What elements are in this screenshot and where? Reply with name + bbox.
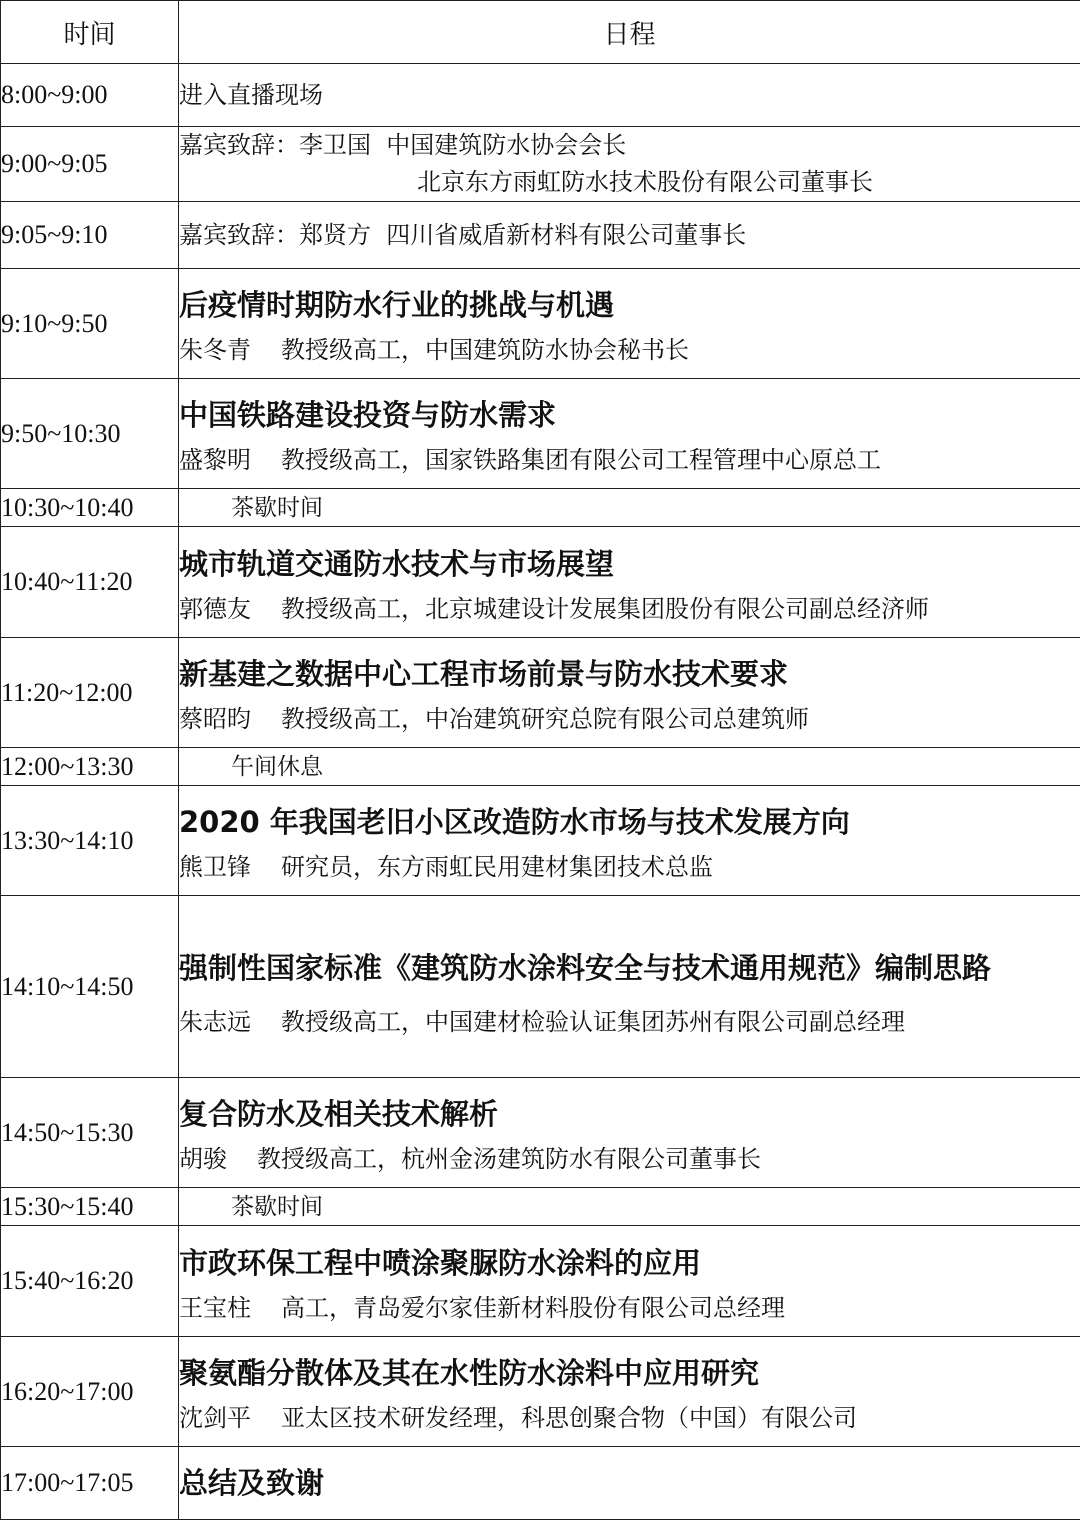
table-row <box>1 202 1080 269</box>
time-cell: 15:30~15:40 <box>1 1188 179 1226</box>
break-label: 茶歇时间 <box>231 494 323 521</box>
schedule-cell <box>179 1447 1080 1520</box>
speaker-line <box>179 849 1080 886</box>
speaker-role: 教授级高工，中国建筑防水协会秘书长 <box>281 336 689 364</box>
time-cell: 17:00~17:05 <box>1 1447 179 1520</box>
speaker-line <box>179 1141 1080 1178</box>
speaker-name: 蔡昭昀 <box>179 705 251 733</box>
time-cell: 14:50~15:30 <box>1 1078 179 1188</box>
table-row <box>1 127 1080 202</box>
table-row <box>1 269 1080 379</box>
break-label: 茶歇时间 <box>231 1193 323 1220</box>
schedule-cell <box>179 896 1080 1078</box>
table-row <box>1 1226 1080 1337</box>
schedule-cell <box>179 64 1080 127</box>
time-cell: 10:40~11:20 <box>1 527 179 638</box>
table-row <box>1 527 1080 638</box>
break-label: 午间休息 <box>231 753 323 780</box>
time-cell: 9:10~9:50 <box>1 269 179 379</box>
talk-title: 新基建之数据中心工程市场前景与防水技术要求 <box>179 657 789 691</box>
speaker-role: 亚太区技术研发经理，科思创聚合物（中国）有限公司 <box>281 1404 857 1432</box>
schedule-text: 进入直播现场 <box>179 80 323 109</box>
time-cell: 16:20~17:00 <box>1 1337 179 1447</box>
speaker-role: 教授级高工，中国建材检验认证集团苏州有限公司副总经理 <box>281 1008 905 1036</box>
speaker-line <box>179 701 1080 738</box>
time-cell: 13:30~14:10 <box>1 786 179 896</box>
table-row <box>1 64 1080 127</box>
schedule-cell <box>179 527 1080 638</box>
time-cell: 9:05~9:10 <box>1 202 179 269</box>
speaker-line <box>179 442 1080 479</box>
table-row <box>1 1447 1080 1520</box>
speaker-role: 教授级高工，北京城建设计发展集团股份有限公司副总经济师 <box>281 594 929 623</box>
schedule-cell <box>179 1078 1080 1188</box>
table-row <box>1 786 1080 896</box>
table-row <box>1 896 1080 1078</box>
speaker-line <box>179 591 1080 628</box>
table-row <box>1 379 1080 489</box>
speaker-role: 研究员，东方雨虹民用建材集团技术总监 <box>281 853 713 881</box>
speaker-line <box>179 332 1080 369</box>
speaker-name: 郭德友 <box>179 594 251 623</box>
time-cell: 11:20~12:00 <box>1 638 179 748</box>
speaker-name: 熊卫锋 <box>179 853 251 881</box>
time-cell: 9:50~10:30 <box>1 379 179 489</box>
table-row <box>1 489 1080 527</box>
speaker-role: 高工，青岛爱尔家佳新材料股份有限公司总经理 <box>281 1293 785 1322</box>
table-row <box>1 748 1080 786</box>
talk-title: 复合防水及相关技术解析 <box>179 1097 499 1131</box>
talk-title: 聚氨酯分散体及其在水性防水涂料中应用研究 <box>179 1356 760 1390</box>
speaker-name: 沈剑平 <box>179 1404 251 1432</box>
header-time: 时间 <box>1 1 179 64</box>
talk-title: 2020 年我国老旧小区改造防水市场与技术发展方向 <box>179 805 850 839</box>
time-cell: 8:00~9:00 <box>1 64 179 127</box>
speaker-role: 教授级高工，杭州金汤建筑防水有限公司董事长 <box>257 1145 761 1173</box>
header-schedule: 日程 <box>179 1 1080 64</box>
header-row <box>1 1 1080 64</box>
time-cell: 10:30~10:40 <box>1 489 179 527</box>
speaker-name: 盛黎明 <box>179 446 251 474</box>
speaker-line <box>179 1290 1080 1327</box>
time-cell: 15:40~16:20 <box>1 1226 179 1337</box>
table-row <box>1 1078 1080 1188</box>
schedule-cell <box>179 489 1080 527</box>
speaker-role: 教授级高工，中冶建筑研究总院有限公司总建筑师 <box>281 705 809 733</box>
time-cell: 12:00~13:30 <box>1 748 179 786</box>
schedule-text: 嘉宾致辞：郑贤方 四川省威盾新材料有限公司董事长 <box>179 220 747 249</box>
table-row <box>1 1337 1080 1447</box>
schedule-cell <box>179 1188 1080 1226</box>
table-row <box>1 638 1080 748</box>
schedule-cell <box>179 202 1080 269</box>
time-cell: 9:00~9:05 <box>1 127 179 202</box>
talk-title: 中国铁路建设投资与防水需求 <box>179 398 557 432</box>
speaker-name: 朱志远 <box>179 1008 251 1036</box>
schedule-cell <box>179 379 1080 489</box>
schedule-cell <box>179 786 1080 896</box>
talk-title: 城市轨道交通防水技术与市场展望 <box>179 546 615 581</box>
talk-title: 后疫情时期防水行业的挑战与机遇 <box>179 288 615 322</box>
speaker-line <box>179 1004 1080 1041</box>
schedule-cell <box>179 269 1080 379</box>
speaker-line <box>179 1400 1080 1437</box>
talk-title: 市政环保工程中喷涂聚脲防水涂料的应用 <box>179 1245 702 1280</box>
schedule-cell <box>179 1226 1080 1337</box>
schedule-cell <box>179 1337 1080 1447</box>
greeting-line-1: 嘉宾致辞：李卫国 中国建筑防水协会会长 <box>179 131 627 159</box>
schedule-cell <box>179 127 1080 202</box>
schedule-cell <box>179 748 1080 786</box>
time-cell: 14:10~14:50 <box>1 896 179 1078</box>
schedule-cell <box>179 638 1080 748</box>
speaker-name: 胡骏 <box>179 1145 227 1173</box>
greeting-line-2: 北京东方雨虹防水技术股份有限公司董事长 <box>417 168 873 196</box>
speaker-name: 朱冬青 <box>179 336 251 364</box>
table-row <box>1 1188 1080 1226</box>
speaker-name: 王宝柱 <box>179 1293 251 1322</box>
speaker-role: 教授级高工，国家铁路集团有限公司工程管理中心原总工 <box>281 446 881 474</box>
talk-title: 强制性国家标准《建筑防水涂料安全与技术通用规范》编制思路 <box>179 951 992 985</box>
talk-title: 总结及致谢 <box>179 1466 325 1500</box>
